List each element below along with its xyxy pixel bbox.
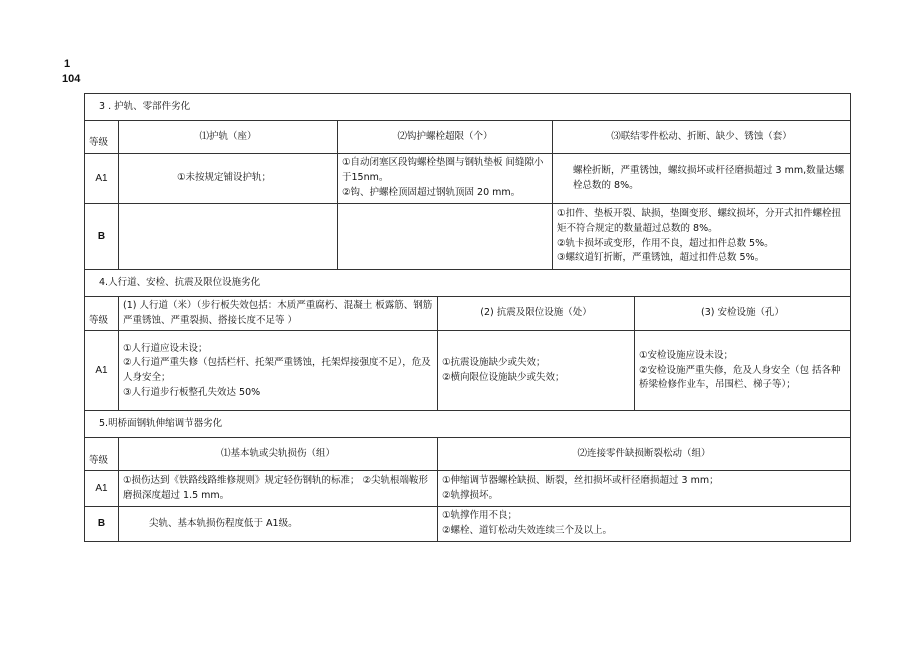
section3-b-col1 — [119, 204, 338, 270]
section3-col1-header: ⑴护轨（座） — [119, 121, 338, 154]
section5-grade-b: B — [85, 507, 119, 541]
section5-a1-col1: ①损伤达到《铁路线路维修规则》规定轻伤钢轨的标准； ②尖轨根端鞍形磨损深度超过 1.5 mm。 — [119, 471, 438, 507]
section4-grade-header: 等级 — [85, 297, 119, 331]
section5-b-col2: ①轨撑作用不良； ②螺栓、道钉松动失效连续三个及以上。 — [438, 507, 851, 541]
section4-col2-header: (2) 抗震及限位设施（处） — [438, 297, 635, 331]
section5-b-col1: 尖轨、基本轨损伤程度低于 A1级。 — [119, 507, 438, 541]
section3-grade-b: B — [85, 204, 119, 270]
section5-col1-header: ⑴基本轨或尖轨损伤（组） — [119, 438, 438, 471]
section4-a1-col2: ①抗震设施缺少或失效； ②横向限位设施缺少或失效； — [438, 331, 635, 411]
section3-col2-header: ⑵钩护螺栓超限（个） — [338, 121, 553, 154]
section5-grade-a1: A1 — [85, 471, 119, 507]
section3-a1-col3: 螺栓折断，严重锈蚀，螺纹损坏或杆径磨损超过 3 mm,数量达螺栓总数的 8%。 — [553, 154, 851, 204]
section3-grade-a1: A1 — [85, 154, 119, 204]
section5-a1-col2: ①伸缩调节器螺栓缺损、断裂，丝扣损坏或杆径磨损超过 3 mm； ②轨撑损坏。 — [438, 471, 851, 507]
section3-a1-col2: ①自动闭塞区段钩螺栓垫圈与钢轨垫板 间缝隙小于15nm。 ②钩、护螺栓顶固超过钢轨顶固 20 mm。 — [338, 154, 553, 204]
section4-col3-header: (3) 安检设施（孔） — [635, 297, 851, 331]
page-number-2: 104 — [62, 73, 81, 85]
section5-grade-header: 等级 — [85, 438, 119, 471]
section4-grade-a1: A1 — [85, 331, 119, 411]
section3-a1-col1: ①未按规定铺设护轨； — [119, 154, 338, 204]
section3-grade-header: 等级 — [85, 121, 119, 154]
section3-title: 3 . 护轨、零部件劣化 — [85, 94, 851, 121]
section5-title: 5.明桥面钢轨伸缩调节器劣化 — [85, 411, 851, 438]
section4-col1-header: (1) 人行道（米）（步行板失效包括：木质严重腐朽、混凝土 板露筋、钢筋严重锈蚀、严重裂损、搭接长度不足等 ） — [119, 297, 438, 331]
section4-a1-col3: ①安检设施应设未设； ②安检设施严重失修，危及人身安全（包 括各种桥梁检修作业车，吊围栏、梯子等）； — [635, 331, 851, 411]
section3-b-col3: ①扣件、垫板开裂、缺损，垫圈变形、螺纹损坏，分开式扣件螺栓扭矩不符合规定的数量超过总数的 8%。 ②轨卡损坏或变形，作用不良，超过扣件总数 5%。 ③螺纹道钉折断，严重锈蚀，超过扣件总数 5%。 — [553, 204, 851, 270]
section4-title: 4.人行道、安检、抗震及限位设施劣化 — [85, 270, 851, 297]
section5-col2-header: ⑵连接零件缺损断裂松动（组） — [438, 438, 851, 471]
section3-b-col2 — [338, 204, 553, 270]
section4-a1-col1: ①人行道应设未设； ②人行道严重失修（包括栏杆、托架严重锈蚀，托架焊接强度不足），危及人身安全； ③人行道步行板整孔失效达 50% — [119, 331, 438, 411]
deterioration-table — [84, 93, 851, 542]
section3-col3-header: ⑶联结零件松动、折断、缺少、锈蚀（套） — [553, 121, 851, 154]
page-number-1: 1 — [64, 58, 71, 70]
